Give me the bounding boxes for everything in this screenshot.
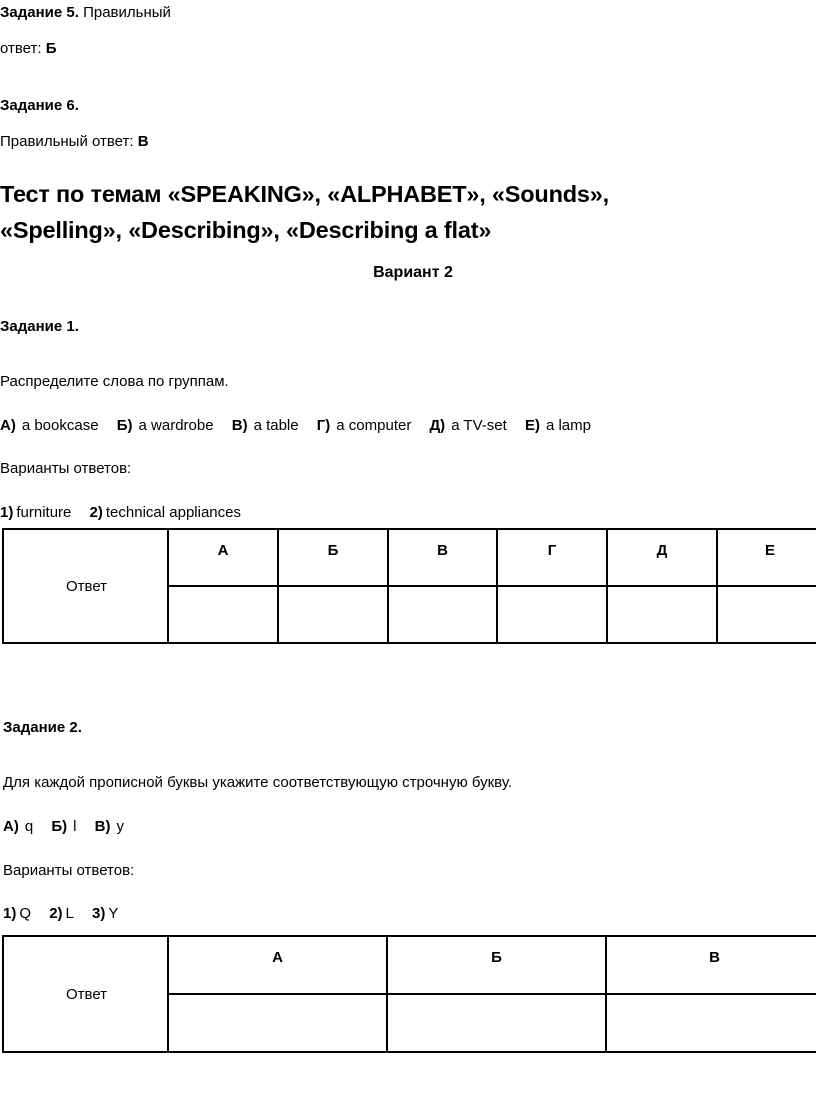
answer-row-label: Ответ (3, 936, 168, 1052)
answer-cell-g[interactable] (497, 586, 607, 643)
task2-item: Б) l (51, 818, 77, 835)
answer-cell-v[interactable] (606, 994, 816, 1052)
task6-title: Задание 6. (0, 97, 79, 114)
task6-answer-label: Правильный ответ: (0, 133, 134, 150)
answer-cell-a[interactable] (168, 994, 387, 1052)
task1-item: Е) a lamp (524, 417, 591, 434)
test-title-line-2: «Spelling», «Describing», «Describing a flat» (0, 217, 492, 243)
task1-item: Б) a wardrobe (116, 417, 214, 434)
answer-cell-a[interactable] (168, 586, 278, 643)
column-header-g: Г (497, 529, 607, 586)
task6-answer-line (0, 133, 149, 151)
task2-answer-table (2, 935, 816, 1053)
test-title-line-1: Тест по темам «SPEAKING», «ALPHABET», «Sounds», (0, 181, 609, 207)
task2-options (3, 905, 132, 923)
test-title (0, 176, 816, 248)
task2-item: В) y (94, 818, 124, 835)
answer-cell-b[interactable] (278, 586, 388, 643)
answer-row-label: Ответ (3, 529, 168, 643)
task1-item: Г) a computer (316, 417, 412, 434)
column-header-a: А (168, 936, 387, 994)
column-header-b: Б (387, 936, 606, 994)
task1-option: 2) technical appliances (89, 504, 241, 521)
task2-title: Задание 2. (3, 719, 82, 736)
task1-item: Д) a TV-set (429, 417, 507, 434)
task5-answer: Б (45, 40, 57, 57)
task2-option: 3) Y (92, 905, 119, 922)
answer-cell-d[interactable] (607, 586, 717, 643)
task2-instruction: Для каждой прописной буквы укажите соответствующую строчную букву. (3, 774, 512, 791)
task2-items (3, 818, 138, 836)
task5-text: Правильный (83, 4, 171, 21)
answer-cell-b[interactable] (387, 994, 606, 1052)
answer-cell-e[interactable] (717, 586, 816, 643)
column-header-v: В (606, 936, 816, 994)
answer-cell-v[interactable] (388, 586, 497, 643)
task1-answer-table (2, 528, 816, 644)
task6-answer: В (137, 133, 149, 150)
task1-options (0, 504, 255, 522)
variant-heading: Вариант 2 (373, 264, 453, 281)
task5-answer-label: ответ: (0, 40, 42, 57)
task5-block (0, 4, 171, 22)
task1-item: В) a table (231, 417, 299, 434)
column-header-d: Д (607, 529, 717, 586)
column-header-e: Е (717, 529, 816, 586)
task1-title: Задание 1. (0, 318, 79, 335)
task1-item: А) a bookcase (0, 417, 99, 434)
task1-instruction: Распределите слова по группам. (0, 373, 229, 390)
task5-title: Задание 5. (0, 4, 79, 21)
task2-options-title: Варианты ответов: (3, 862, 135, 879)
column-header-v: В (388, 529, 497, 586)
task1-items (0, 417, 605, 435)
column-header-a: А (168, 529, 278, 586)
task5-answer-line (0, 40, 57, 58)
column-header-b: Б (278, 529, 388, 586)
task2-option: 1) Q (3, 905, 32, 922)
task2-option: 2) L (49, 905, 74, 922)
task1-options-title: Варианты ответов: (0, 460, 132, 477)
task2-item: А) q (3, 818, 34, 835)
task1-option: 1) furniture (0, 504, 72, 521)
